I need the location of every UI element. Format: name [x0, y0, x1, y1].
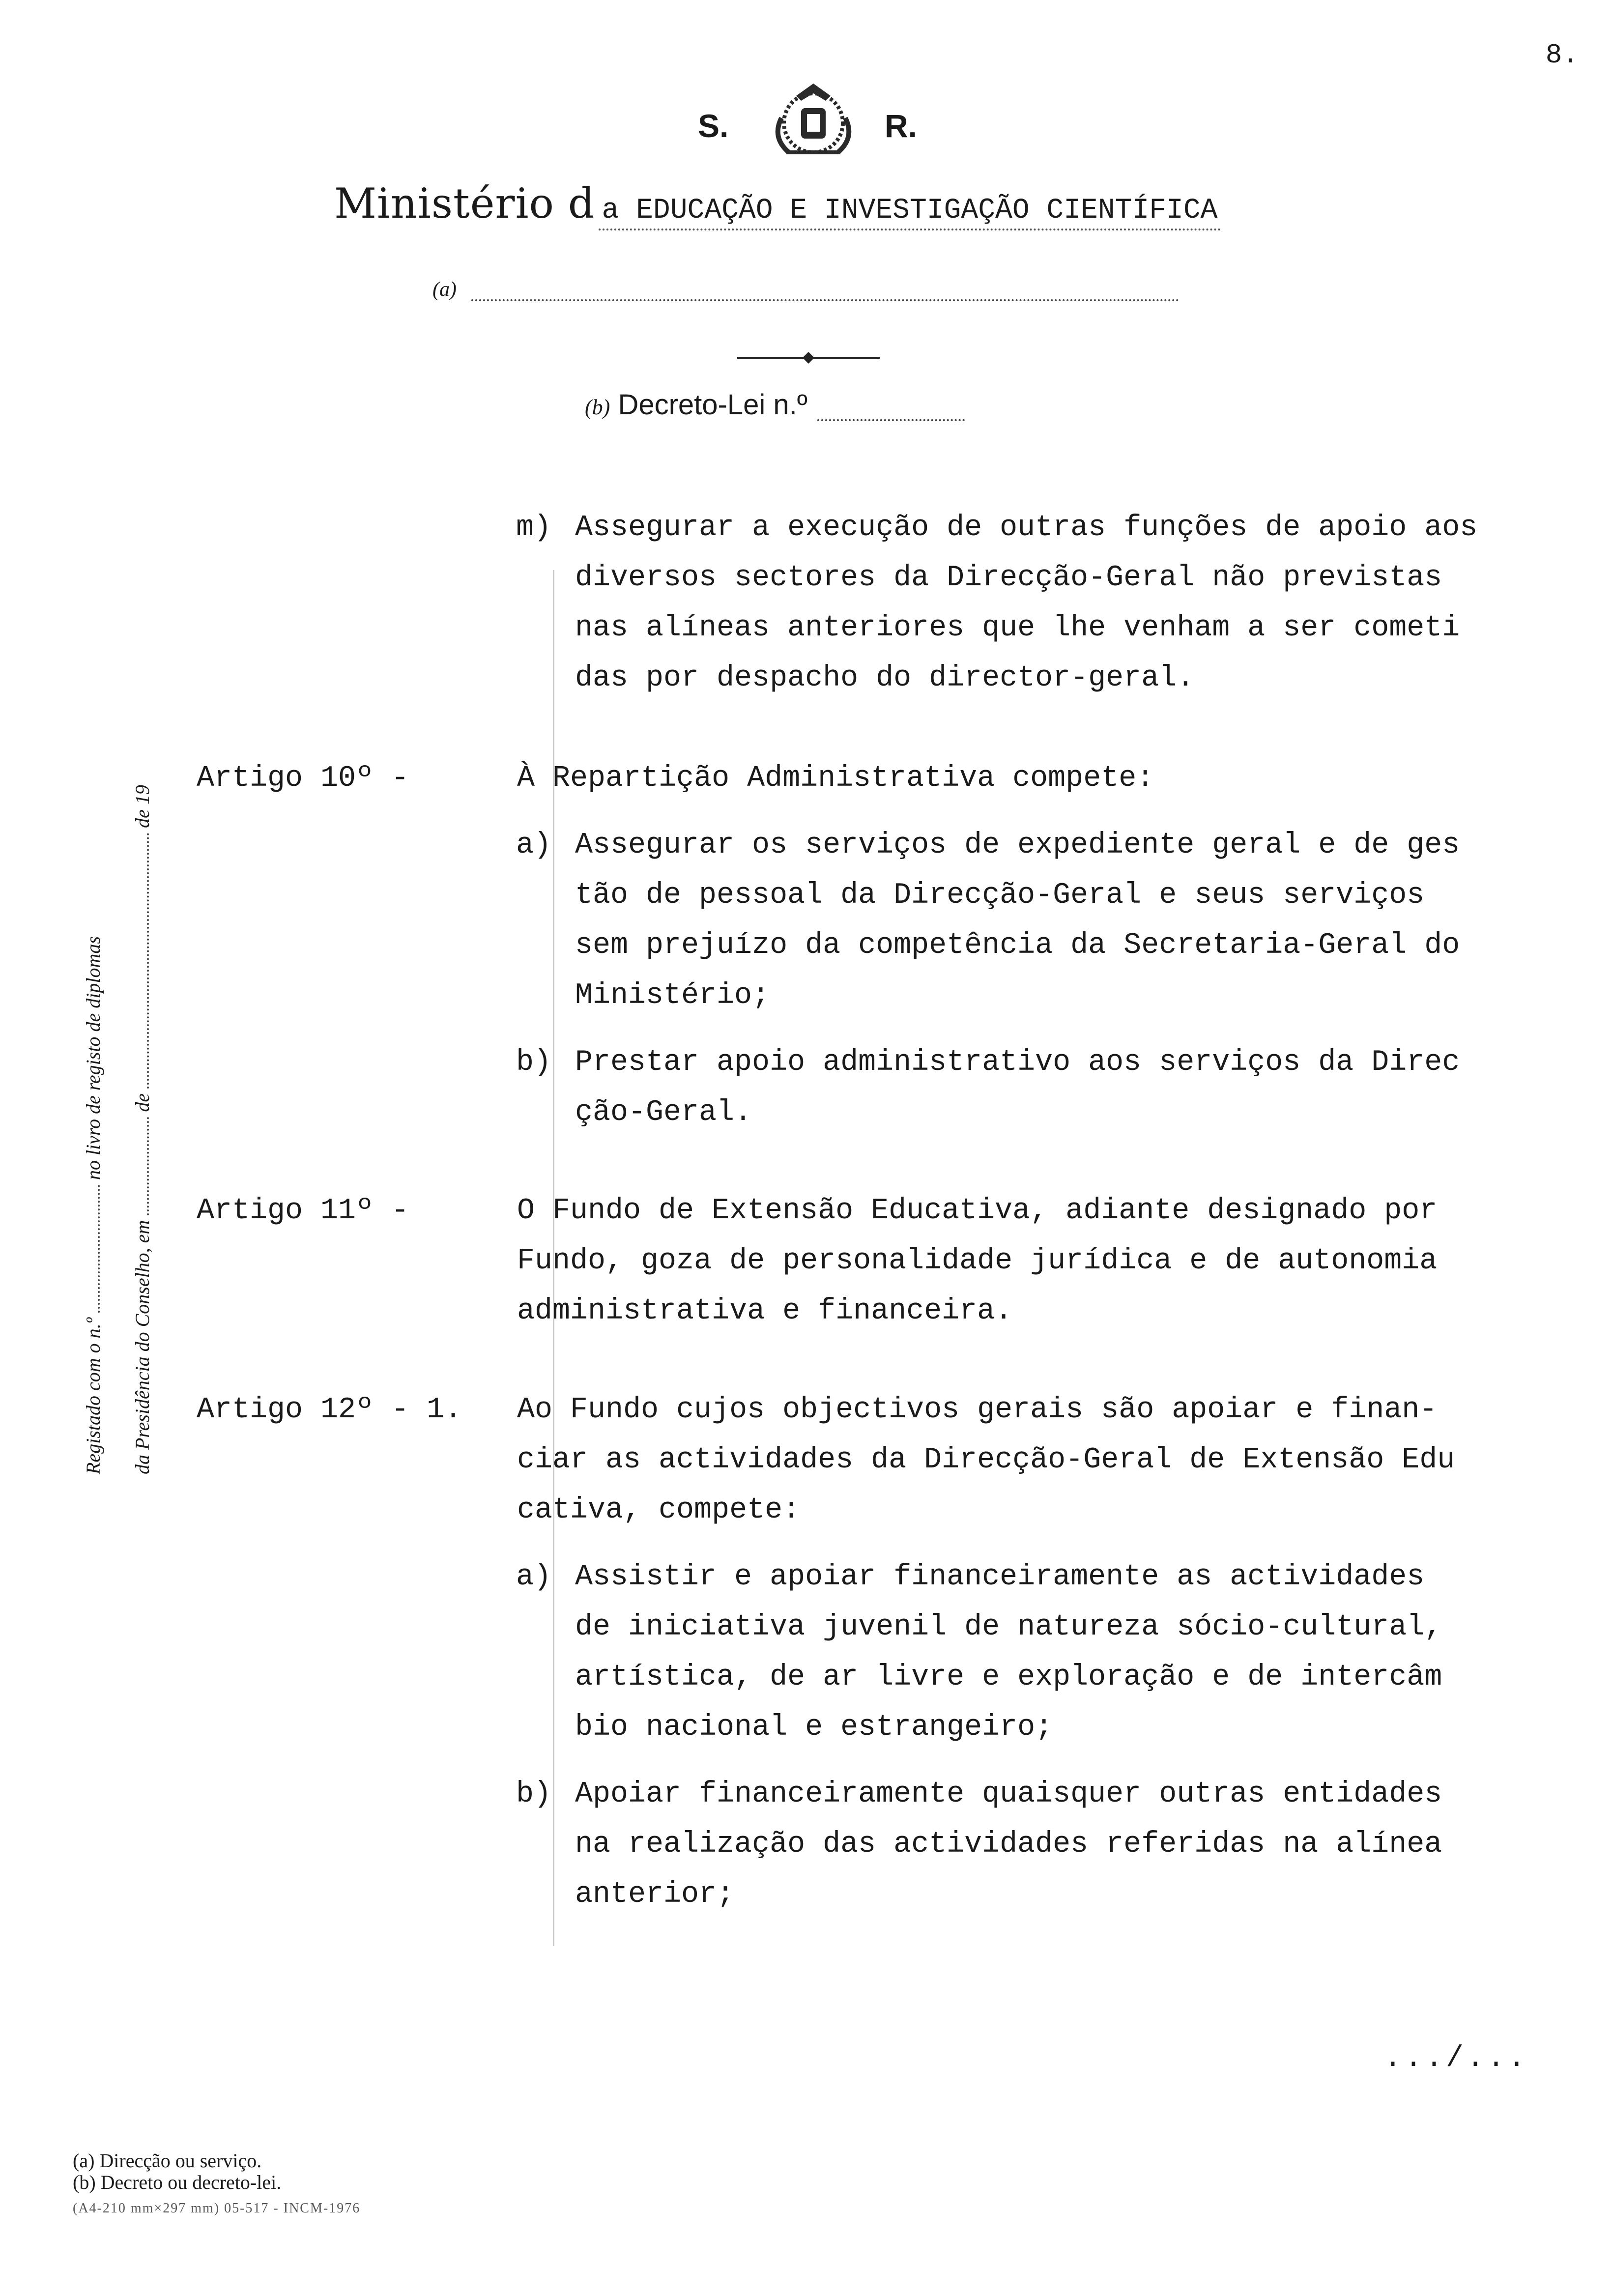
- margin-dots: [98, 1185, 100, 1313]
- footnote-a: (a) Direcção ou serviço.: [73, 2150, 262, 2172]
- ministry-label: Ministério d: [334, 179, 595, 228]
- paragraph-line: Assegurar os serviços de expediente geral e de ges: [575, 829, 1460, 862]
- ministry-line: [334, 179, 1221, 228]
- item-marker: b): [516, 1046, 552, 1079]
- paragraph-line: Assegurar a execução de outras funções de apoio aos: [575, 511, 1478, 545]
- article-label: Artigo 10º -: [197, 762, 409, 795]
- item-marker: a): [516, 829, 552, 862]
- margin-note-livro: no livro de registo de diplomas: [82, 936, 104, 1180]
- seal-letter-s: S.: [698, 108, 729, 144]
- coat-of-arms-icon: [767, 79, 860, 162]
- paragraph-line: na realização das actividades referidas na alínea: [575, 1828, 1442, 1861]
- field-a-marker: (a): [432, 278, 457, 301]
- margin-note-year: de 19: [131, 785, 153, 828]
- seal-letter-r: R.: [885, 108, 917, 144]
- paragraph-line: Fundo, goza de personalidade jurídica e de autonomia: [517, 1244, 1438, 1278]
- paragraph-line: Prestar apoio administrativo aos serviços da Direc: [575, 1046, 1460, 1079]
- continuation-marker: .../...: [1383, 2042, 1528, 2075]
- paragraph-line: ciar as actividades da Direcção-Geral de Extensão Edu: [517, 1443, 1455, 1477]
- page-number: 8.: [1545, 39, 1579, 71]
- paragraph-line: diversos sectores da Direcção-Geral não previstas: [575, 561, 1442, 595]
- article-label: Artigo 11º -: [197, 1194, 409, 1228]
- margin-registration-note: [69, 785, 167, 1474]
- article-intro: À Repartição Administrativa compete:: [517, 762, 1154, 795]
- decree-line: [585, 388, 965, 421]
- paragraph-line: bio nacional e estrangeiro;: [575, 1711, 1053, 1744]
- paragraph-line: O Fundo de Extensão Educativa, adiante designado por: [517, 1194, 1438, 1228]
- item-marker: a): [516, 1560, 552, 1594]
- field-a: [432, 278, 1179, 301]
- margin-note-presidencia: da Presidência do Conselho, em: [131, 1220, 153, 1474]
- paragraph-line: ção-Geral.: [575, 1096, 752, 1129]
- paragraph-line: Ao Fundo cujos objectivos gerais são apoiar e finan-: [517, 1393, 1438, 1427]
- margin-note-registado: Registado com o n.º: [82, 1317, 104, 1474]
- article-label: Artigo 12º - 1.: [197, 1393, 462, 1427]
- margin-dots: [147, 833, 149, 1089]
- form-code: (A4-210 mm×297 mm) 05-517 - INCM-1976: [73, 2201, 361, 2216]
- field-a-dotted-line: [471, 282, 1179, 301]
- decree-dotted-line: [817, 400, 965, 421]
- margin-note-line-2: [118, 785, 167, 1474]
- margin-dots: [147, 1117, 149, 1215]
- seal-header: [698, 79, 953, 172]
- paragraph-line: Ministério;: [575, 979, 770, 1012]
- margin-note-de: de: [131, 1093, 153, 1112]
- paragraph-line: artística, de ar livre e exploração e de intercâm: [575, 1661, 1442, 1694]
- margin-note-line-1: [69, 785, 118, 1474]
- paragraph-line: das por despacho do director-geral.: [575, 661, 1195, 695]
- paragraph-line: de iniciativa juvenil de natureza sócio-cultural,: [575, 1610, 1442, 1644]
- paragraph-line: tão de pessoal da Direcção-Geral e seus serviços: [575, 879, 1425, 912]
- footnotes: [73, 2150, 281, 2193]
- paragraph-line: nas alíneas anteriores que lhe venham a ser cometi: [575, 611, 1460, 645]
- divider-ornament: [737, 348, 880, 368]
- paragraph-line: administrativa e financeira.: [517, 1294, 1013, 1328]
- paragraph-line: Assistir e apoiar financeiramente as actividades: [575, 1560, 1425, 1594]
- footnote-b: (b) Decreto ou decreto-lei.: [73, 2171, 282, 2193]
- item-marker: m): [516, 511, 552, 545]
- ministry-name: a EDUCAÇÃO E INVESTIGAÇÃO CIENTÍFICA: [599, 195, 1220, 230]
- paragraph-line: cativa, compete:: [517, 1493, 801, 1527]
- item-marker: b): [516, 1778, 552, 1811]
- paragraph-line: sem prejuízo da competência da Secretaria-Geral do: [575, 929, 1460, 962]
- decree-marker: (b): [585, 395, 610, 419]
- paragraph-line: Apoiar financeiramente quaisquer outras entidades: [575, 1778, 1442, 1811]
- paragraph-line: anterior;: [575, 1878, 735, 1911]
- decree-label: Decreto-Lei n.º: [618, 389, 807, 421]
